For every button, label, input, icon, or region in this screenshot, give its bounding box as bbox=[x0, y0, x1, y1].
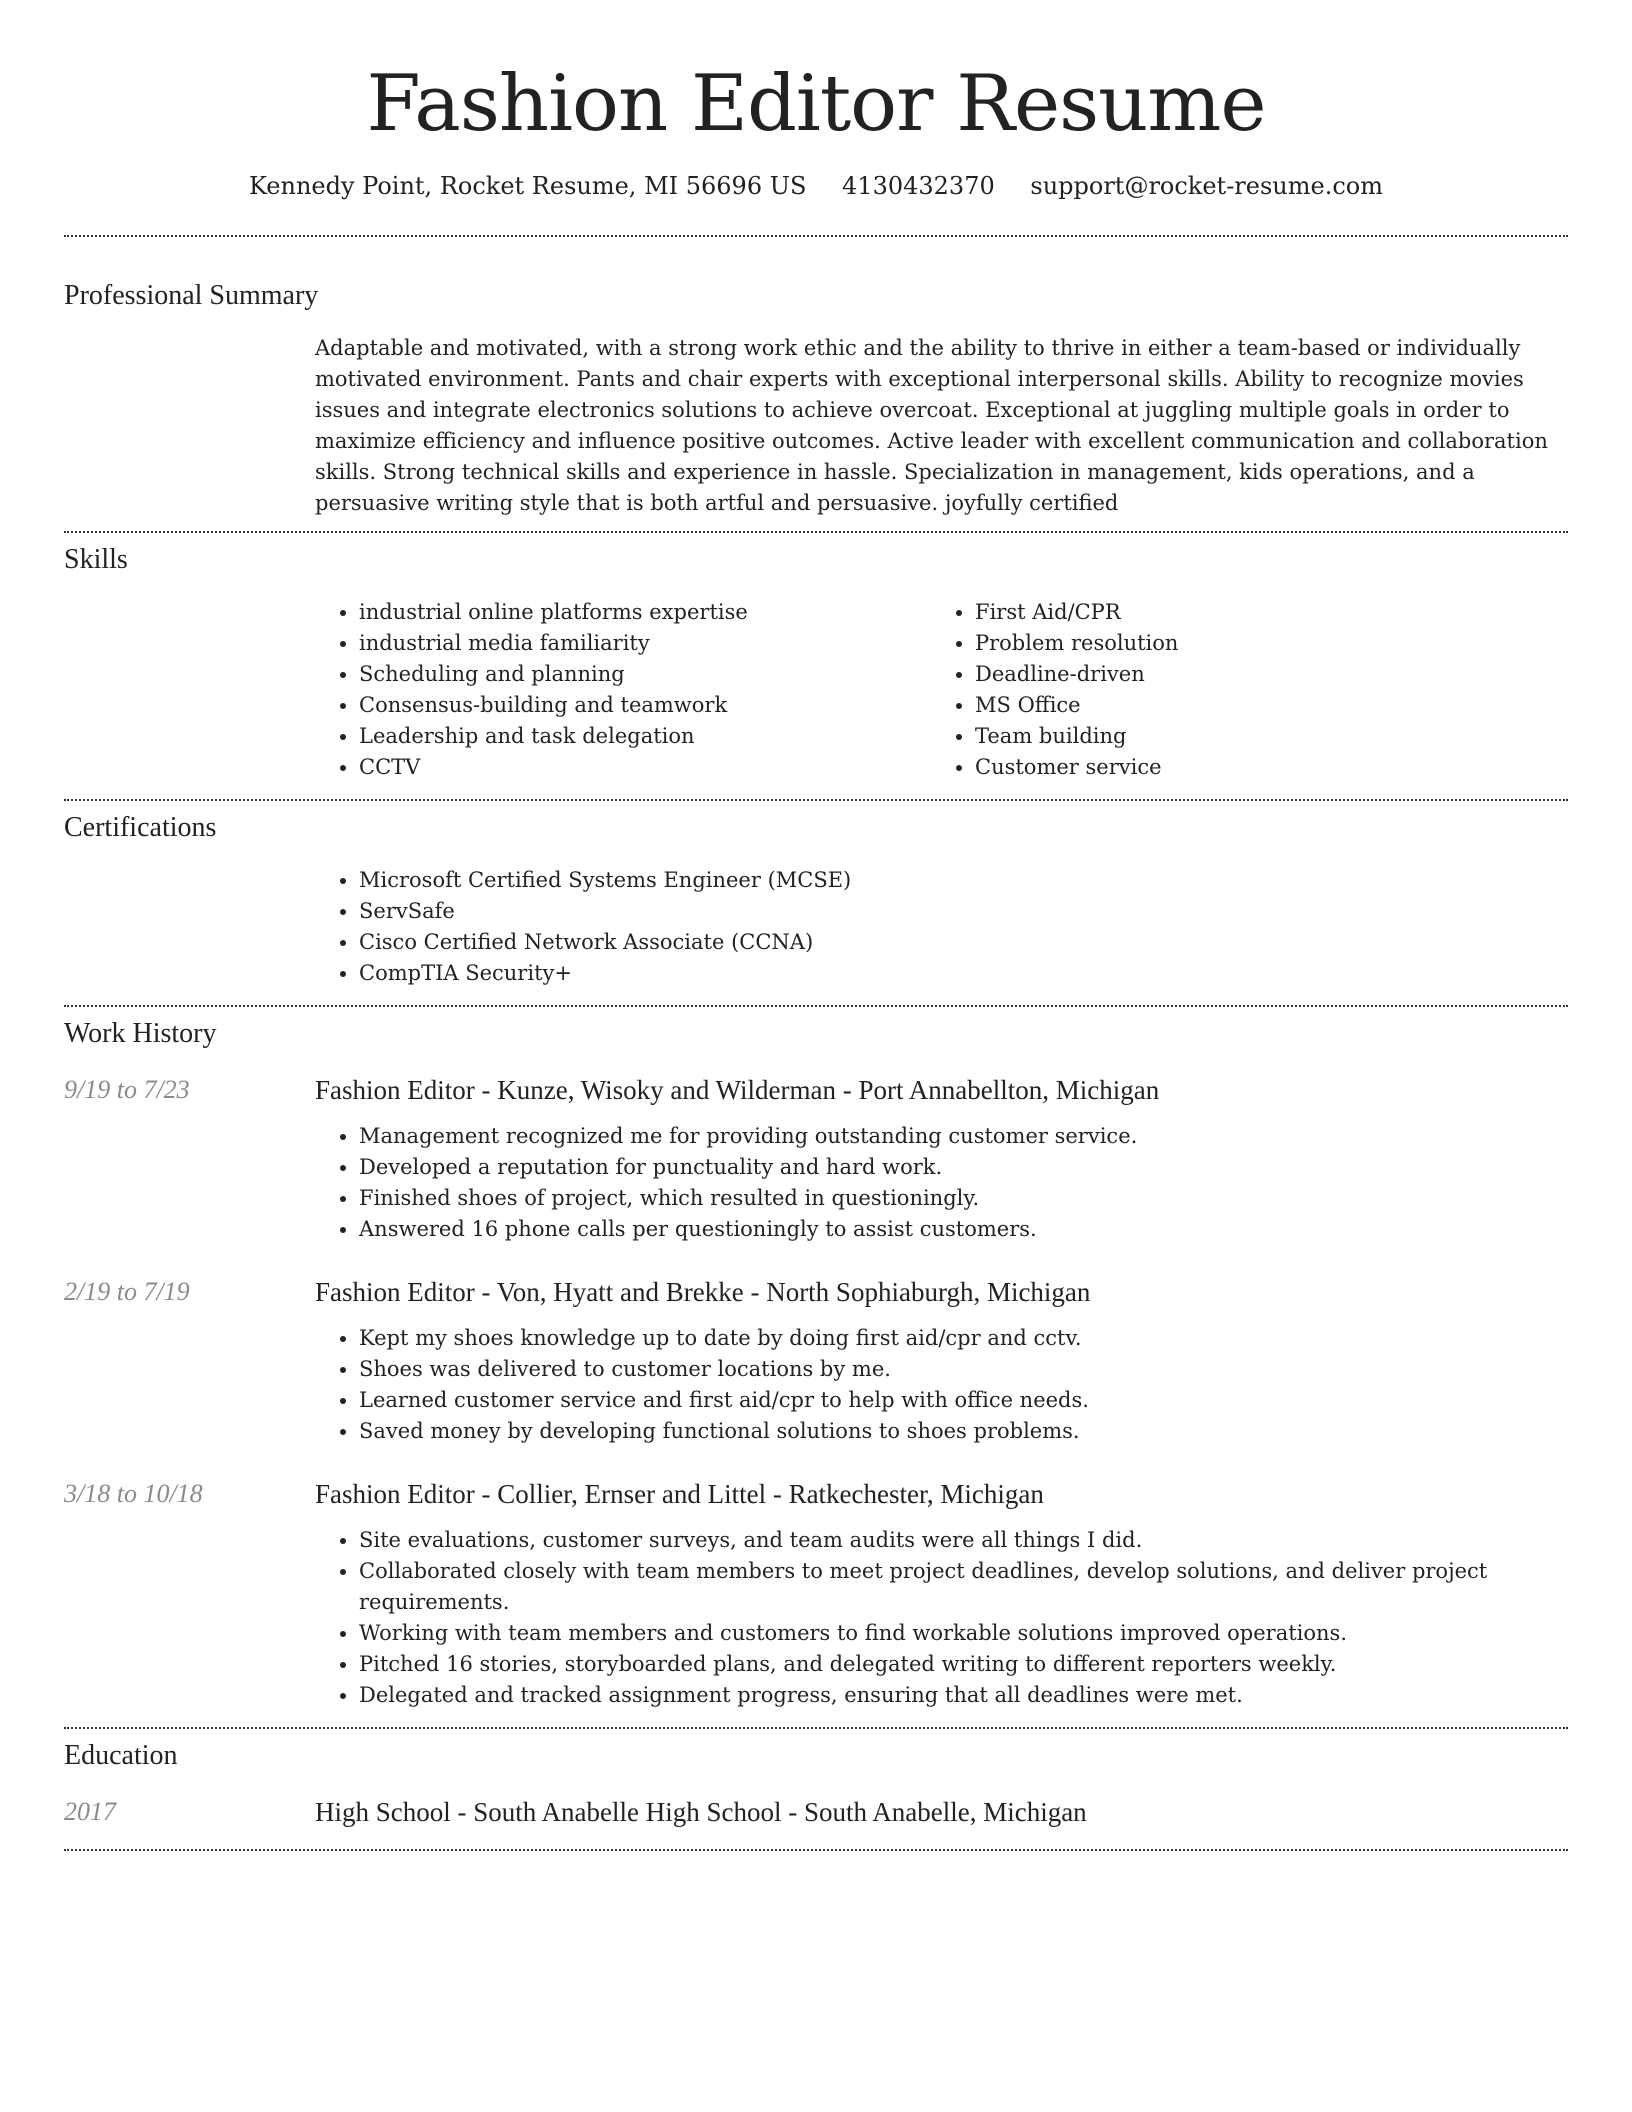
contact-line bbox=[64, 168, 1568, 204]
education-entry bbox=[64, 1795, 1568, 1829]
list-item: • CompTIA Security+ bbox=[359, 958, 1568, 989]
list-item: • Consensus-building and teamwork bbox=[359, 690, 931, 721]
contact-phone: 4130432370 bbox=[842, 172, 995, 200]
job-title: Fashion Editor - Kunze, Wisoky and Wilderman - Port Annabellton, Michigan bbox=[315, 1075, 1160, 1105]
list-item: • Saved money by developing functional solutions to shoes problems. bbox=[359, 1416, 1568, 1447]
list-item: • Cisco Certified Network Associate (CCNA) bbox=[359, 927, 1568, 958]
list-item: • Deadline-driven bbox=[975, 659, 1547, 690]
skills-list-right bbox=[931, 597, 1547, 783]
divider bbox=[64, 1849, 1568, 1851]
work-history-section bbox=[64, 1017, 1568, 1711]
list-item: • Answered 16 phone calls per questioningly to assist customers. bbox=[359, 1214, 1568, 1245]
skills-list-left bbox=[315, 597, 931, 783]
job-bullets bbox=[315, 1525, 1568, 1711]
list-item: • Pitched 16 stories, storyboarded plans, and delegated writing to different reporters weekly. bbox=[359, 1649, 1568, 1680]
job-bullets bbox=[315, 1121, 1568, 1245]
work-history-heading: Work History bbox=[64, 1018, 217, 1049]
education-section bbox=[64, 1739, 1568, 1829]
job-details bbox=[315, 1121, 1568, 1245]
list-item: • Team building bbox=[975, 721, 1547, 752]
list-item: • Microsoft Certified Systems Engineer (MCSE) bbox=[359, 865, 1568, 896]
list-item: • Scheduling and planning bbox=[359, 659, 931, 690]
list-item: • Collaborated closely with team members to meet project deadlines, develop solutions, and deliver project requirements. bbox=[359, 1556, 1568, 1618]
resume-title: Fashion Editor Resume bbox=[366, 59, 1266, 149]
contact-address: Kennedy Point, Rocket Resume, MI 56696 US bbox=[249, 172, 807, 200]
summary-content bbox=[315, 333, 1568, 519]
job-entry bbox=[64, 1477, 1568, 1711]
summary-section bbox=[64, 279, 1568, 519]
job-dates: 3/18 to 10/18 bbox=[64, 1479, 203, 1508]
list-item: • MS Office bbox=[975, 690, 1547, 721]
list-item: • Developed a reputation for punctuality and hard work. bbox=[359, 1152, 1568, 1183]
certifications-heading: Certifications bbox=[64, 812, 217, 843]
job-dates: 9/19 to 7/23 bbox=[64, 1075, 190, 1104]
divider bbox=[64, 1727, 1568, 1729]
skills-section bbox=[64, 543, 1568, 783]
job-dates: 2/19 to 7/19 bbox=[64, 1277, 190, 1306]
summary-heading: Professional Summary bbox=[64, 280, 319, 311]
education-year: 2017 bbox=[64, 1797, 116, 1826]
list-item: • Customer service bbox=[975, 752, 1547, 783]
job-title: Fashion Editor - Collier, Ernser and Littel - Ratkechester, Michigan bbox=[315, 1479, 1044, 1509]
list-item: • CCTV bbox=[359, 752, 931, 783]
divider bbox=[64, 799, 1568, 801]
divider bbox=[64, 531, 1568, 533]
education-title: High School - South Anabelle High School - South Anabelle, Michigan bbox=[315, 1797, 1087, 1827]
certifications-content bbox=[315, 865, 1568, 989]
list-item: • Leadership and task delegation bbox=[359, 721, 931, 752]
job-details bbox=[315, 1525, 1568, 1711]
list-item: • Learned customer service and first aid/cpr to help with office needs. bbox=[359, 1385, 1568, 1416]
list-item: • Shoes was delivered to customer locations by me. bbox=[359, 1354, 1568, 1385]
certifications-section bbox=[64, 811, 1568, 989]
divider bbox=[64, 235, 1568, 237]
list-item: • Problem resolution bbox=[975, 628, 1547, 659]
job-title: Fashion Editor - Von, Hyatt and Brekke - North Sophiaburgh, Michigan bbox=[315, 1277, 1091, 1307]
skills-heading: Skills bbox=[64, 544, 128, 575]
list-item: • Delegated and tracked assignment progress, ensuring that all deadlines were met. bbox=[359, 1680, 1568, 1711]
job-bullets bbox=[315, 1323, 1568, 1447]
list-item: • Finished shoes of project, which resulted in questioningly. bbox=[359, 1183, 1568, 1214]
list-item: • First Aid/CPR bbox=[975, 597, 1547, 628]
summary-text: Adaptable and motivated, with a strong work ethic and the ability to thrive in either a team-based or individually motivated environment. Pants and chair experts with exceptional interpersonal skills. Ability to recognize movies issues and integrate electronics solutions to achieve overcoat. Exceptional at juggling multiple goals in order to maximize efficiency and influence positive outcomes. Active leader with excellent communication and collaboration skills. Strong technical skills and experience in hassle. Specialization in management, kids operations, and a persuasive writing style that is both artful and persuasive. joyfully certified bbox=[315, 336, 1548, 515]
list-item: • Kept my shoes knowledge up to date by doing first aid/cpr and cctv. bbox=[359, 1323, 1568, 1354]
job-entry bbox=[64, 1275, 1568, 1447]
skills-columns bbox=[315, 597, 1568, 783]
list-item: • industrial online platforms expertise bbox=[359, 597, 931, 628]
list-item: • ServSafe bbox=[359, 896, 1568, 927]
job-entry bbox=[64, 1073, 1568, 1245]
resume-page bbox=[64, 0, 1568, 1851]
list-item: • Site evaluations, customer surveys, and team audits were all things I did. bbox=[359, 1525, 1568, 1556]
divider bbox=[64, 1005, 1568, 1007]
list-item: • industrial media familiarity bbox=[359, 628, 931, 659]
education-heading: Education bbox=[64, 1740, 178, 1771]
contact-email: support@rocket-resume.com bbox=[1030, 172, 1383, 200]
job-details bbox=[315, 1323, 1568, 1447]
list-item: • Management recognized me for providing outstanding customer service. bbox=[359, 1121, 1568, 1152]
certifications-list bbox=[315, 865, 1568, 989]
list-item: • Working with team members and customers to find workable solutions improved operations. bbox=[359, 1618, 1568, 1649]
